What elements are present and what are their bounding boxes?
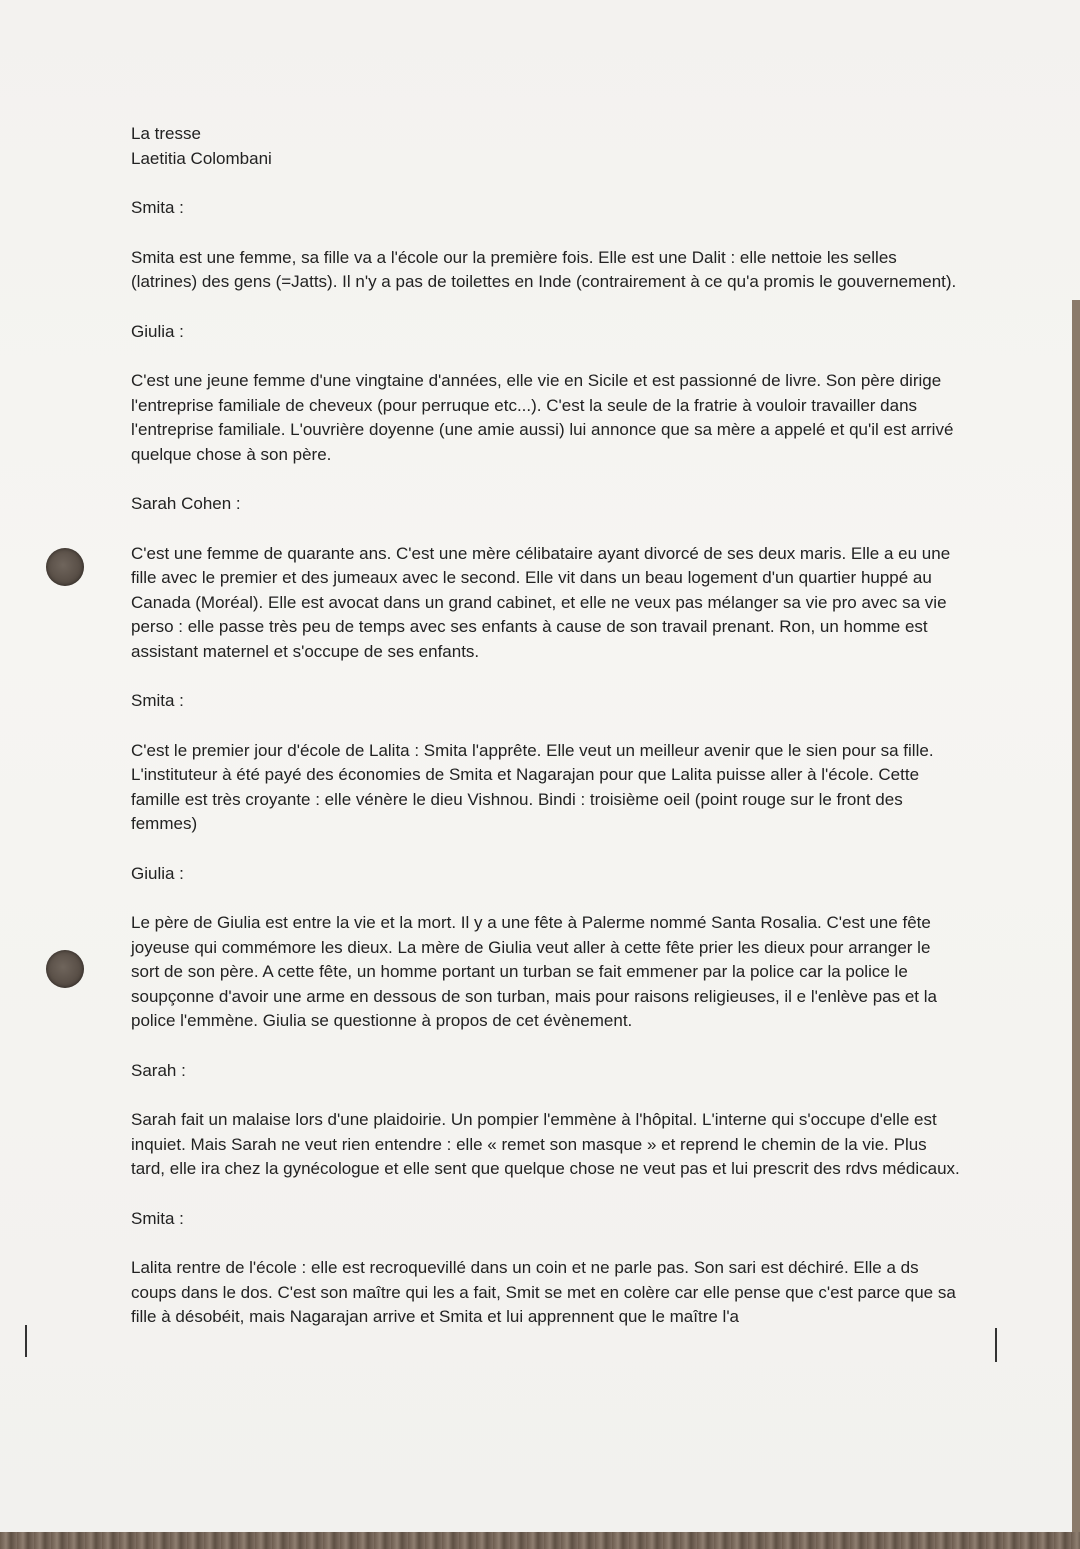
- section-heading: Sarah :: [131, 1060, 186, 1080]
- punch-hole-bottom: [46, 950, 84, 988]
- punch-hole-top: [46, 548, 84, 586]
- section-heading: Giulia :: [131, 863, 184, 883]
- section-heading: Smita :: [131, 198, 184, 217]
- document-body: [131, 122, 961, 1354]
- section-text: C'est le premier jour d'école de Lalita : Smita l'apprête. Elle veut un meilleur avenir que le sien pour sa fille. L'instituteur à été payé des économies de Smita et Nagarajan pour que Lalita puisse aller à l'école. Cette famille est très croyante : elle vénère le dieu Vishnou. Bindi : troisième oeil (point rouge sur le front des femmes): [131, 740, 934, 833]
- section-text: Lalita rentre de l'école : elle est recroquevillé dans un coin et ne parle pas. Son sari est déchiré. Elle a ds coups dans le dos. C'est son maître qui les a fait, Smit se met en colère car elle pense que c'est parce que sa fille à désobéit, mais Nagarajan arrive et Smita et lui apprennent que le maître l'a: [131, 1258, 956, 1326]
- section-text: Sarah fait un malaise lors d'une plaidoirie. Un pompier l'emmène à l'hôpital. L'interne qui s'occupe d'elle est inquiet. Mais Sarah ne veut rien entendre : elle « remet son masque » et reprend le chemin de la vie. Plus tard, elle ira chez la gynécologue et elle sent que quelque chose ne veut pas et lui prescrit des rdvs médicaux.: [131, 1110, 960, 1178]
- section-text: C'est une femme de quarante ans. C'est une mère célibataire ayant divorcé de ses deux maris. Elle a eu une fille avec le premier et des jumeaux avec le second. Elle vit dans un beau logement d'un quartier huppé au Canada (Moréal). Elle est avocat dans un grand cabinet, et elle ne veux pas mélanger sa vie pro avec sa vie perso : elle passe très peu de temps avec ses enfants à cause de son travail prenant. Ron, un homme est assistant maternel et s'occupe de ses enfants.: [131, 543, 951, 661]
- document-author: Laetitia Colombani: [131, 148, 272, 168]
- margin-mark-left: [25, 1325, 27, 1357]
- section-heading: Sarah Cohen :: [131, 494, 241, 513]
- margin-mark-right: [995, 1328, 997, 1362]
- section-text: Smita est une femme, sa fille va a l'école our la première fois. Elle est une Dalit : elle nettoie les selles (latrines) des gens (=Jatts). Il n'y a pas de toilettes en Inde (contrairement à ce qu'a promis le gouvernement).: [131, 247, 957, 291]
- section-heading: Giulia :: [131, 321, 184, 341]
- section-heading: Smita :: [131, 691, 184, 710]
- document-title: La tresse: [131, 124, 201, 143]
- wood-table-edge-right: [1072, 300, 1080, 1532]
- wood-table-edge-bottom: [0, 1532, 1080, 1549]
- section-text: Le père de Giulia est entre la vie et la mort. Il y a une fête à Palerme nommé Santa Rosalia. C'est une fête joyeuse qui commémore les dieux. La mère de Giulia veut aller à cette fête prier les dieux pour arranger le sort de son père. A cette fête, un homme portant un turban se fait emmener par la police car la police le soupçonne d'avoir une arme en dessous de son turban, mais pour raisons religieuses, il e l'enlève pas et la police l'emmène. Giulia se questionne à propos de cet évènement.: [131, 913, 937, 1030]
- section-text: C'est une jeune femme d'une vingtaine d'années, elle vie en Sicile et est passionné de livre. Son père dirige l'entreprise familiale de cheveux (pour perruque etc...). C'est la seule de la fratrie à vouloir travailler dans l'entreprise familiale. L'ouvrière doyenne (une amie aussi) lui annonce que sa mère a appelé et qu'il est arrivé quelque chose à son père.: [131, 371, 954, 464]
- section-heading: Smita :: [131, 1208, 184, 1228]
